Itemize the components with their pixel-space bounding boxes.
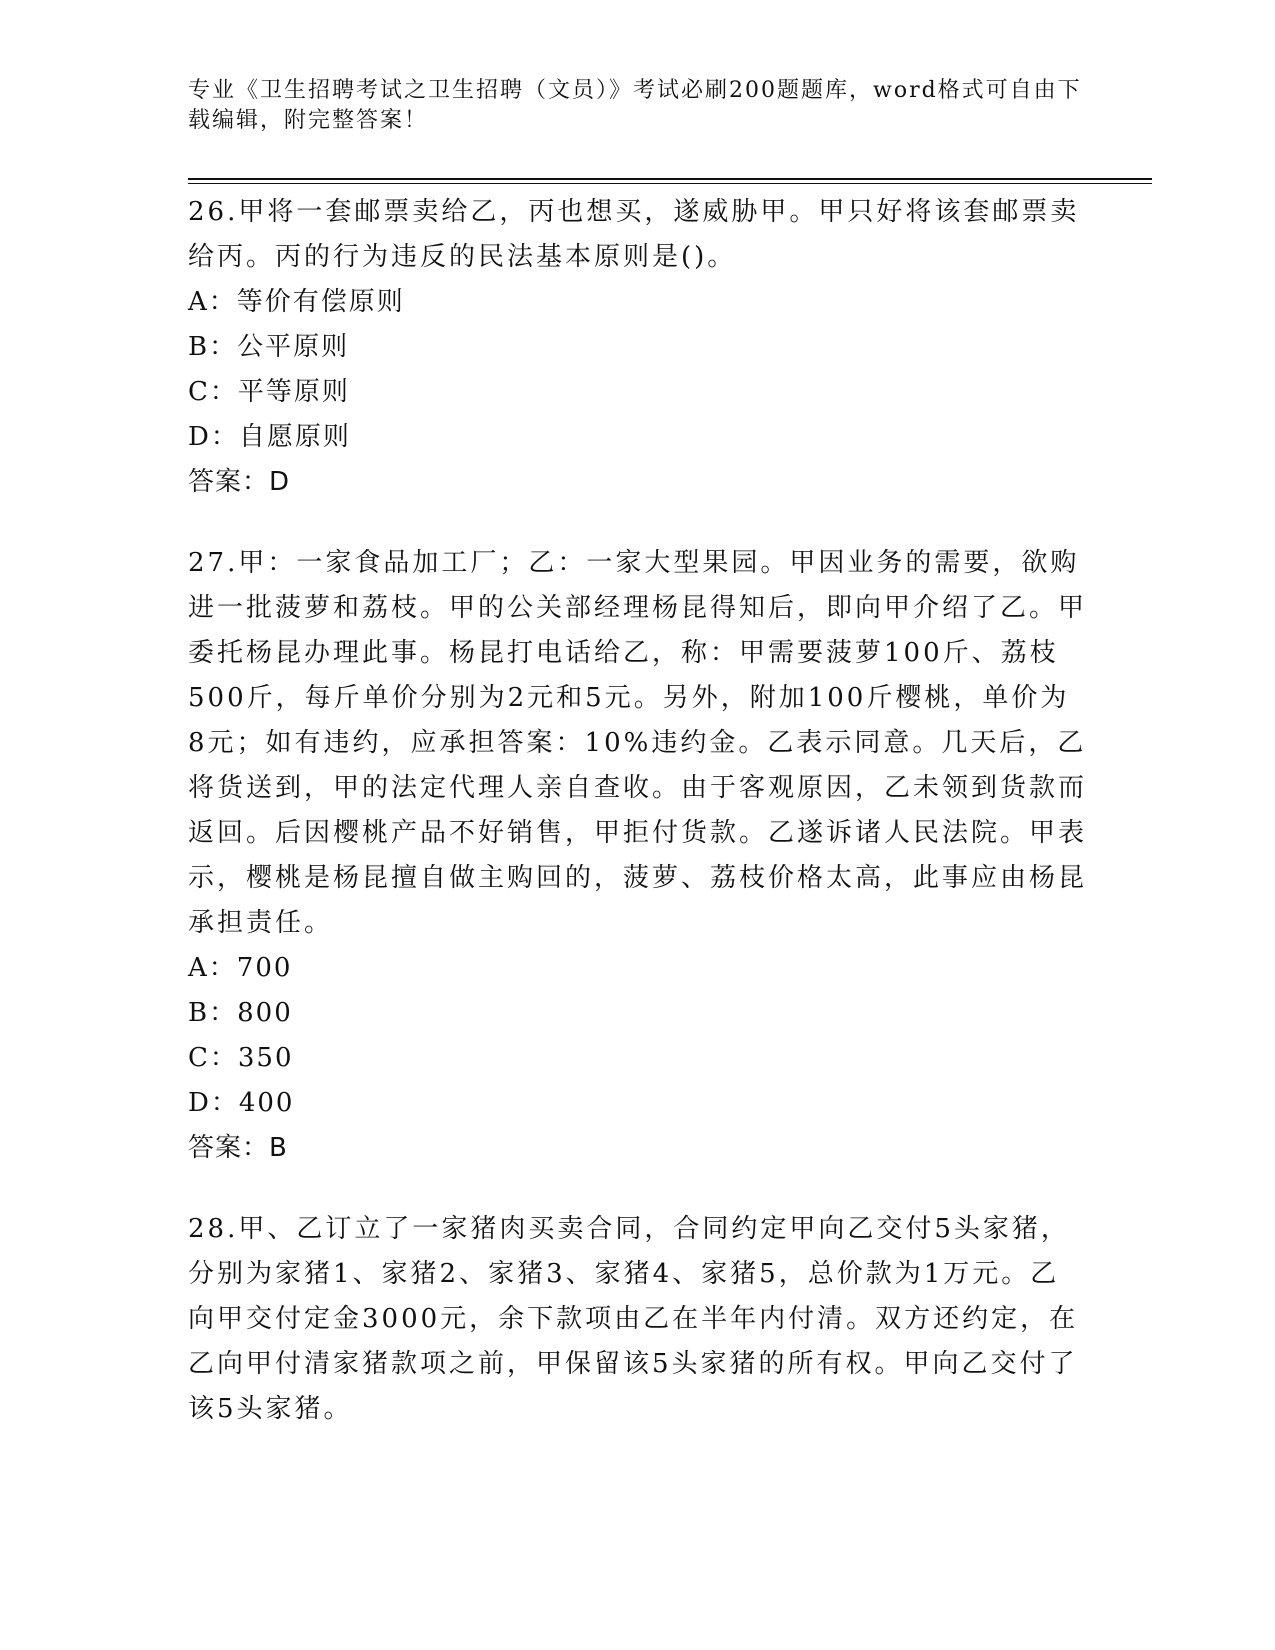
option-a: A：700: [188, 953, 293, 983]
question-28: [188, 1207, 1088, 1432]
question-stem: 27.甲：一家食品加工厂；乙：一家大型果园。甲因业务的需要，欲购进一批菠萝和荔枝。甲的公关部经理杨昆得知后，即向甲介绍了乙。甲委托杨昆办理此事。杨昆打电话给乙，称：甲需要菠萝100斤、荔枝500斤，每斤单价分别为2元和5元。另外，附加100斤樱桃，单价为8元；如有违约，应承担答案：10%违约金。乙表示同意。几天后，乙将货送到，甲的法定代理人亲自查收。由于客观原因，乙未领到货款而返回。后因樱桃产品不好销售，甲拒付货款。乙遂诉诸人民法院。甲表示，樱桃是杨昆擅自做主购回的，菠萝、荔枝价格太高，此事应由杨昆承担责任。: [188, 548, 1088, 938]
header-divider-thin: [188, 183, 1152, 184]
answer-line: 答案：D: [188, 467, 291, 497]
option-d: D：400: [188, 1088, 295, 1118]
document-header: 专业《卫生招聘考试之卫生招聘（文员）》考试必刷200题题库，word格式可自由下载编辑，附完整答案！: [188, 78, 1082, 133]
option-d: D：自愿原则: [188, 422, 351, 452]
header-divider: [188, 178, 1152, 180]
answer-line: 答案：B: [188, 1133, 288, 1163]
question-stem: 26.甲将一套邮票卖给乙，丙也想买，遂威胁甲。甲只好将该套邮票卖给丙。丙的行为违反的民法基本原则是()。: [188, 197, 1080, 272]
question-26: [188, 190, 1088, 505]
option-c: C：平等原则: [188, 377, 350, 407]
option-c: C：350: [188, 1043, 294, 1073]
option-a: A：等价有偿原则: [188, 287, 405, 317]
option-b: B：公平原则: [188, 332, 350, 362]
question-stem: 28.甲、乙订立了一家猪肉买卖合同，合同约定甲向乙交付5头家猪，分别为家猪1、家猪2、家猪3、家猪4、家猪5，总价款为1万元。乙向甲交付定金3000元，余下款项由乙在半年内付清。双方还约定，在乙向甲付清家猪款项之前，甲保留该5头家猪的所有权。甲向乙交付了该5头家猪。: [188, 1214, 1079, 1424]
question-list: [188, 190, 1088, 1468]
option-b: B：800: [188, 998, 293, 1028]
question-27: [188, 541, 1088, 1171]
